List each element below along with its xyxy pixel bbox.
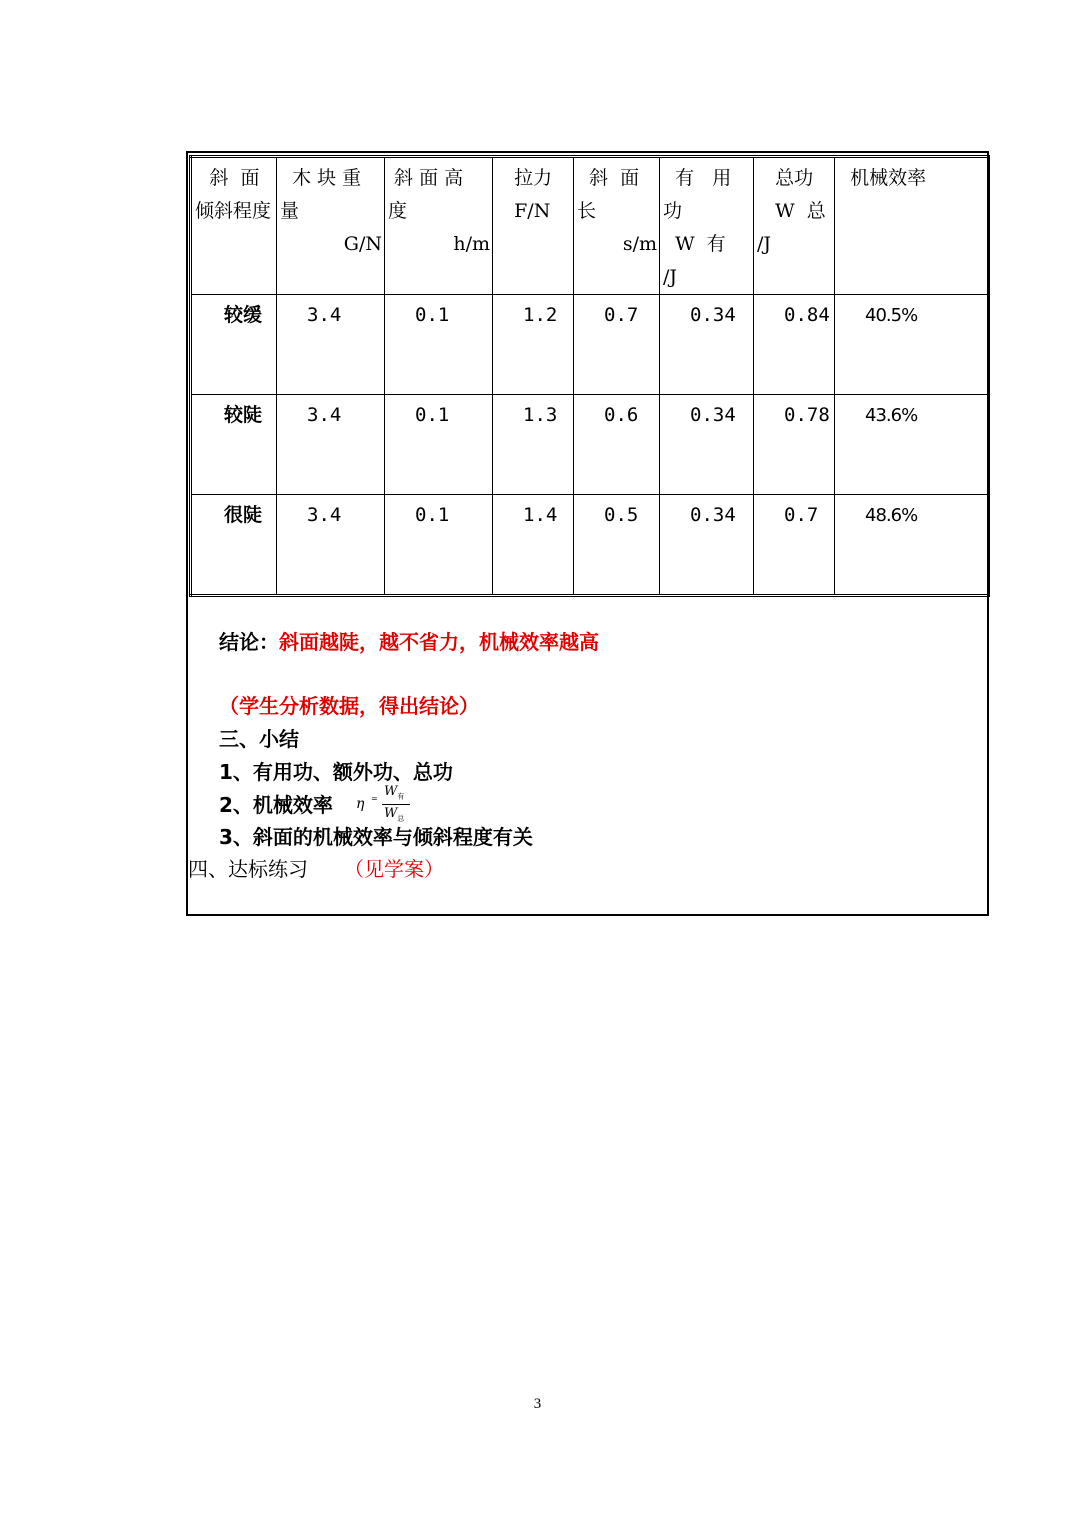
experiment-table xyxy=(189,155,990,597)
denominator-subscript: 总 xyxy=(397,814,405,823)
header-cell-useful-work xyxy=(660,157,754,295)
eta-symbol: η xyxy=(356,796,365,812)
cell-useful-work: 0.34 xyxy=(690,304,736,326)
conclusion-line xyxy=(219,626,599,655)
cell-total-work: 0.84 xyxy=(784,304,830,326)
table-row xyxy=(191,395,989,495)
fraction-bar xyxy=(382,804,410,805)
practice-note: （见学案） xyxy=(344,857,444,881)
header-cell-force xyxy=(493,157,574,295)
cell-useful-work: 0.34 xyxy=(690,404,736,426)
cell-force: 1.3 xyxy=(523,404,558,426)
header-text: 量 xyxy=(280,200,300,222)
cell-height: 0.1 xyxy=(415,304,450,326)
header-cell-weight xyxy=(277,157,385,295)
header-unit: /J xyxy=(757,233,772,255)
cell-weight: 3.4 xyxy=(307,504,342,526)
header-text: 机械效率 xyxy=(838,167,927,189)
denominator-symbol: W xyxy=(384,806,398,821)
header-text: 斜 面 xyxy=(209,167,260,189)
header-unit: /J xyxy=(663,266,678,288)
practice-title: 四、达标练习 xyxy=(188,857,308,881)
header-unit: W 有 xyxy=(663,233,726,255)
header-text: 斜 面 高 xyxy=(388,167,464,189)
table-header-row xyxy=(191,157,989,295)
incline-label: 很陡 xyxy=(224,504,263,526)
header-text: 功 xyxy=(663,200,683,222)
analysis-note: （学生分析数据，得出结论） xyxy=(219,694,479,718)
summary-item-2: 2、机械效率 xyxy=(219,793,333,817)
header-cell-length xyxy=(574,157,660,295)
header-cell-efficiency xyxy=(835,157,989,295)
practice-line xyxy=(188,853,444,882)
header-unit: h/m xyxy=(453,233,490,255)
header-text: 总功 xyxy=(757,167,814,189)
cell-height: 0.1 xyxy=(415,404,450,426)
formula-numerator xyxy=(384,784,404,802)
summary-item-3: 3、斜面的机械效率与倾斜程度有关 xyxy=(219,825,533,849)
header-text: 有 用 xyxy=(663,167,732,189)
table-row xyxy=(191,495,989,596)
header-cell-incline xyxy=(191,157,277,295)
header-text: W 总 xyxy=(757,200,826,222)
header-text: 木 块 重 xyxy=(280,167,362,189)
cell-efficiency: 48.6% xyxy=(865,505,918,526)
summary-item-1: 1、有用功、额外功、总功 xyxy=(219,760,453,784)
header-cell-total-work xyxy=(754,157,835,295)
numerator-symbol: W xyxy=(384,784,398,799)
equals-sign: = xyxy=(371,794,378,803)
cell-weight: 3.4 xyxy=(307,404,342,426)
conclusion-label: 结论： xyxy=(219,630,279,654)
header-text: 度 xyxy=(388,200,408,222)
header-text: F/N xyxy=(496,200,551,222)
header-text: 拉力 xyxy=(496,167,553,189)
incline-label: 较陡 xyxy=(224,404,263,426)
cell-length: 0.6 xyxy=(604,404,639,426)
header-unit: s/m xyxy=(622,233,657,255)
summary-title: 三、小结 xyxy=(219,727,299,751)
cell-total-work: 0.7 xyxy=(784,504,819,526)
header-text: 倾斜程度 xyxy=(195,200,272,222)
header-unit: G/N xyxy=(343,233,382,255)
header-cell-height xyxy=(385,157,493,295)
cell-efficiency: 43.6% xyxy=(865,405,918,426)
conclusion-text: 斜面越陡，越不省力，机械效率越高 xyxy=(279,630,599,654)
page-number: 3 xyxy=(533,1396,542,1412)
cell-length: 0.7 xyxy=(604,304,639,326)
cell-length: 0.5 xyxy=(604,504,639,526)
table-row xyxy=(191,295,989,395)
cell-weight: 3.4 xyxy=(307,304,342,326)
header-text: 斜 面 xyxy=(577,167,640,189)
cell-force: 1.4 xyxy=(523,504,558,526)
cell-height: 0.1 xyxy=(415,504,450,526)
incline-label: 较缓 xyxy=(224,304,263,326)
numerator-subscript: 有 xyxy=(397,792,405,801)
cell-total-work: 0.78 xyxy=(784,404,830,426)
header-text: 长 xyxy=(577,200,597,222)
cell-useful-work: 0.34 xyxy=(690,504,736,526)
cell-force: 1.2 xyxy=(523,304,558,326)
cell-efficiency: 40.5% xyxy=(865,305,918,326)
